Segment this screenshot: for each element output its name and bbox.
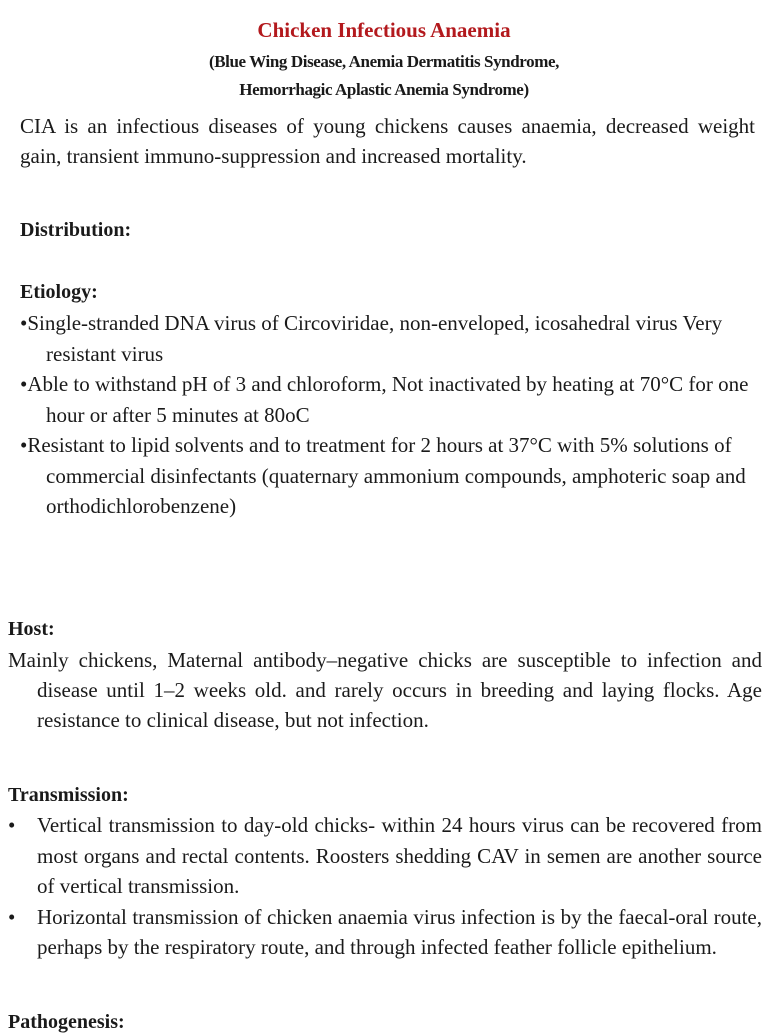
etiology-item: •Single-stranded DNA virus of Circoviridae, non-enveloped, icosahedral virus Very resistant virus — [20, 311, 723, 366]
pathogenesis-heading: Pathogenesis: — [8, 1011, 125, 1033]
page-title: Chicken Infectious Anaemia — [257, 18, 511, 42]
etiology-heading: Etiology: — [20, 281, 98, 303]
distribution-heading: Distribution: — [20, 219, 132, 241]
page-subtitle — [0, 48, 768, 104]
transmission-item-text: Horizontal transmission of chicken anaemia virus infection is by the faecal-oral route, perhaps by the respiratory route, and through infected feather follicle epithelium. — [37, 904, 762, 959]
transmission-heading: Transmission: — [8, 784, 129, 806]
subtitle-line: (Blue Wing Disease, Anemia Dermatitis Syndrome, — [208, 52, 559, 71]
subtitle-line: Hemorrhagic Aplastic Anemia Syndrome) — [239, 80, 529, 99]
transmission-item — [8, 902, 762, 963]
bullet-icon: • — [8, 813, 16, 837]
etiology-list — [20, 308, 755, 522]
transmission-item-text: Vertical transmission to day-old chicks- within 24 hours virus can be recovered from most organs and rectal contents. Roosters shedding CAV in semen are another source of vertical transmission. — [37, 813, 762, 898]
etiology-item: •Resistant to lipid solvents and to treatment for 2 hours at 37°C with 5% solutions of commercial disinfectants (quaternary ammonium compounds, amphoteric soap and orthodichlorobenzene) — [20, 433, 746, 518]
transmission-list — [8, 810, 762, 963]
transmission-item — [8, 810, 762, 902]
host-paragraph: Mainly chickens, Maternal antibody–negative chicks are susceptible to infection and disease until 1–2 weeks old. and rarely occurs in breeding and laying flocks. Age resistance to clinical disease, but not infection. — [8, 648, 762, 732]
host-heading: Host: — [8, 618, 55, 640]
bullet-icon: • — [8, 904, 16, 929]
etiology-item: •Able to withstand pH of 3 and chloroform, Not inactivated by heating at 70°C for one hour or after 5 minutes at 80oC — [20, 372, 749, 427]
intro-paragraph: CIA is an infectious diseases of young chickens causes anaemia, decreased weight gain, transient immuno-suppression and increased mortality. — [20, 114, 755, 168]
